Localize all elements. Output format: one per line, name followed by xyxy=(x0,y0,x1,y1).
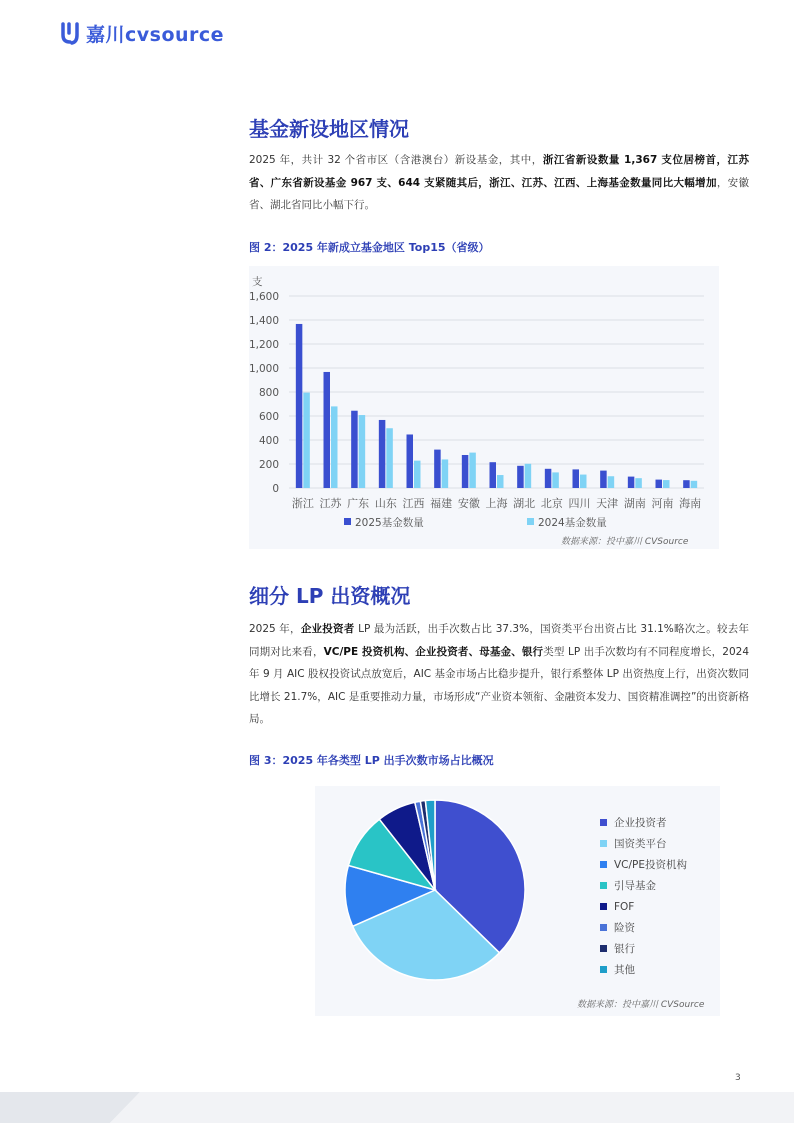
section-paragraph-lp xyxy=(249,618,749,731)
pie-legend-item xyxy=(600,938,687,959)
x-tick-label: 江西 xyxy=(402,497,425,510)
x-tick-label: 广东 xyxy=(347,497,370,510)
legend-swatch xyxy=(527,518,534,525)
x-tick-label: 浙江 xyxy=(291,497,314,510)
legend-label: 其他 xyxy=(614,964,635,976)
x-tick-label: 海南 xyxy=(679,497,702,510)
x-tick-label: 河南 xyxy=(651,497,674,510)
bar xyxy=(407,434,414,488)
bar xyxy=(379,420,386,488)
pie-legend xyxy=(600,812,687,980)
legend-label: 2025基金数量 xyxy=(355,517,424,529)
figure-3-source: 数据来源：投中嘉川 CVSource xyxy=(577,1000,705,1010)
legend-swatch xyxy=(600,966,607,973)
pie-legend-item xyxy=(600,896,687,917)
legend-swatch xyxy=(600,819,607,826)
pie-legend-item xyxy=(600,833,687,854)
paragraph-text-run: 类型 LP 出手次数均有不同程度增长，2024 年 9 月 AIC 股权投资试点放宽后，AIC 基金市场占比稳步提升，银行系整体 LP 出资热度上行，出资次数同比增长 21.7%，AIC 是重要推动力量，市场形成“产业资本领衔、金融资本发力、国资精准调控”的出资新格局。 xyxy=(249,645,750,725)
y-axis-unit-label: 支 xyxy=(252,276,263,288)
bar xyxy=(296,324,303,488)
paragraph-bold-run: VC/PE 投资机构、企业投资者、母基金、银行 xyxy=(323,645,544,658)
y-tick-label: 1,200 xyxy=(249,339,279,351)
bar xyxy=(331,406,338,488)
bar xyxy=(600,471,607,488)
section-title-region: 基金新设地区情况 xyxy=(249,117,409,141)
bar xyxy=(691,481,698,488)
bar xyxy=(552,472,559,488)
paragraph-text-run: 2025 年， xyxy=(249,623,301,635)
bar xyxy=(497,475,504,488)
legend-swatch xyxy=(344,518,351,525)
x-tick-label: 山东 xyxy=(374,497,397,510)
legend-swatch xyxy=(600,861,607,868)
y-tick-label: 1,000 xyxy=(249,363,279,375)
paragraph-text-run: ，安徽省、湖北省同比小幅下行。 xyxy=(249,176,749,211)
paragraph-bold-run: 企业投资者 xyxy=(300,623,355,635)
legend-label: 企业投资者 xyxy=(614,817,667,829)
pie-legend-item xyxy=(600,812,687,833)
bar xyxy=(628,477,635,488)
bar xyxy=(517,466,524,488)
figure-2-source: 数据来源：投中嘉川 CVSource xyxy=(561,537,689,547)
x-tick-label: 上海 xyxy=(485,497,508,510)
pie-legend-item xyxy=(600,917,687,938)
bar xyxy=(442,459,449,488)
y-tick-label: 1,400 xyxy=(249,315,279,327)
bar xyxy=(573,469,580,488)
bar xyxy=(635,478,642,488)
y-tick-label: 1,600 xyxy=(249,291,279,303)
bar xyxy=(663,480,670,488)
bar-chart xyxy=(249,266,719,549)
y-tick-label: 800 xyxy=(258,387,279,399)
page-number: 3 xyxy=(735,1073,741,1083)
paragraph-text-run: LP 最为活跃，出手次数占比 37.3%，国资类平台出资占比 31.1%略次之。较去年同期对比来看， xyxy=(249,623,750,658)
legend-swatch xyxy=(600,924,607,931)
y-tick-label: 200 xyxy=(258,459,279,471)
legend-swatch xyxy=(600,882,607,889)
footer-band xyxy=(0,1092,794,1123)
figure-3-title: 图 3：2025 年各类型 LP 出手次数市场占比概况 xyxy=(249,754,494,767)
bar xyxy=(608,476,615,488)
pie-legend-item xyxy=(600,875,687,896)
x-tick-label: 四川 xyxy=(568,497,591,510)
pie-legend-item xyxy=(600,854,687,875)
paragraph-text-run: 2025 年，共计 32 个省市区（含港澳台）新设基金，其中， xyxy=(249,154,543,166)
y-tick-label: 400 xyxy=(258,435,279,447)
logo xyxy=(60,20,224,46)
bar xyxy=(434,450,441,488)
legend-label: FOF xyxy=(614,900,635,913)
legend-swatch xyxy=(600,945,607,952)
legend-label: 2024基金数量 xyxy=(538,517,607,529)
paragraph-bold-run: 浙江省新设数量 1,367 支位居榜首，江苏省、广东省新设基金 967 支、644 支紧随其后，浙江、江苏、江西、上海基金数量同比大幅增加 xyxy=(249,154,749,189)
y-tick-label: 0 xyxy=(272,483,279,495)
bar xyxy=(462,455,469,488)
x-tick-label: 湖北 xyxy=(513,497,536,510)
section-paragraph-region xyxy=(249,149,749,217)
bar xyxy=(324,372,331,488)
bar xyxy=(683,480,690,488)
bar xyxy=(656,480,663,488)
x-tick-label: 天津 xyxy=(596,497,619,510)
x-tick-label: 福建 xyxy=(430,497,453,510)
bar xyxy=(386,428,393,488)
legend-label: 险资 xyxy=(614,922,635,934)
x-tick-label: 江苏 xyxy=(319,497,342,510)
figure-2-title: 图 2：2025 年新成立基金地区 Top15（省级） xyxy=(249,241,490,254)
legend-label: VC/PE投资机构 xyxy=(614,859,688,871)
legend-swatch xyxy=(600,840,607,847)
x-tick-label: 湖南 xyxy=(623,497,646,510)
logo-text: 嘉川cvsource xyxy=(86,23,225,46)
bar xyxy=(303,393,310,488)
bar xyxy=(414,461,421,488)
bar xyxy=(490,462,497,488)
pie-legend-item xyxy=(600,959,687,980)
bar xyxy=(525,464,532,488)
logo-mark-icon xyxy=(60,21,82,45)
legend-label: 引导基金 xyxy=(614,880,656,892)
legend-swatch xyxy=(600,903,607,910)
bar xyxy=(469,453,476,488)
bar xyxy=(359,415,366,488)
bar xyxy=(351,411,358,488)
y-tick-label: 600 xyxy=(258,411,279,423)
bar xyxy=(580,475,587,488)
bar xyxy=(545,469,552,488)
legend-label: 国资类平台 xyxy=(614,838,667,850)
x-tick-label: 北京 xyxy=(540,497,563,510)
bar-chart-container xyxy=(249,266,719,549)
legend-label: 银行 xyxy=(614,943,635,955)
section-title-lp: 细分 LP 出资概况 xyxy=(249,584,411,608)
x-tick-label: 安徽 xyxy=(457,497,480,510)
